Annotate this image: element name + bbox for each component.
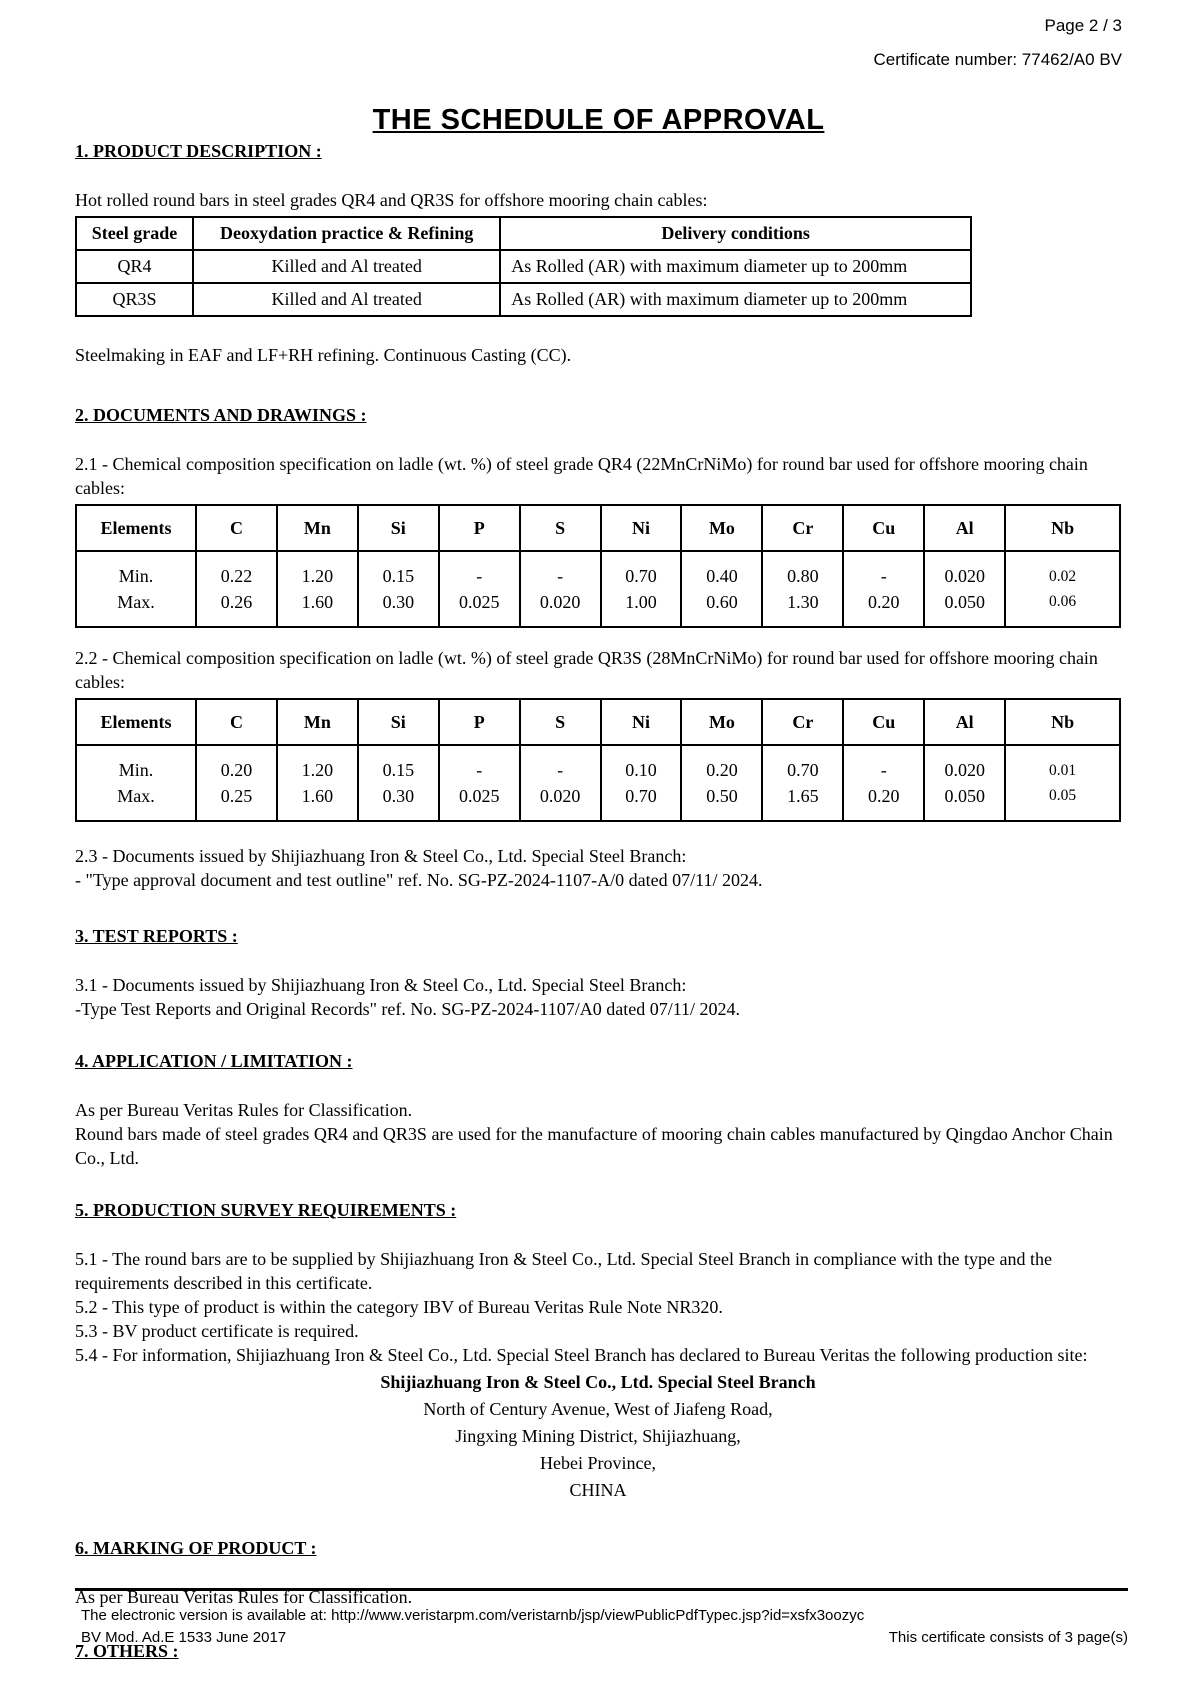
- item-5-4: 5.4 - For information, Shijiazhuang Iron & Steel Co., Ltd. Special Steel Branch has declared to Bureau Veritas the following production site:: [75, 1345, 1088, 1365]
- item-2-3-line1: 2.3 - Documents issued by Shijiazhuang Iron & Steel Co., Ltd. Special Steel Branch:: [75, 846, 687, 866]
- footer-form-reference: BV Mod. Ad.E 1533 June 2017: [81, 1629, 287, 1646]
- product-table-cell: QR3S: [76, 283, 193, 316]
- section-4-heading: 4. APPLICATION / LIMITATION :: [75, 1051, 353, 1071]
- chem-column-header: C: [196, 505, 277, 551]
- production-site-name: Shijiazhuang Iron & Steel Co., Ltd. Special Steel Branch: [380, 1372, 816, 1392]
- chem-max-value: 1.60: [301, 592, 334, 612]
- chem-table-cell: [277, 551, 358, 627]
- chem-max-value: 0.20: [868, 786, 900, 806]
- chem-min-value: 0.020: [944, 760, 985, 780]
- chem-min-value: 0.15: [382, 760, 415, 780]
- chem-max-value: 1.00: [625, 592, 657, 612]
- chem-table-cell: [1005, 745, 1120, 821]
- chem-max-value: 0.05: [1049, 787, 1077, 804]
- chem-column-header: P: [439, 505, 520, 551]
- chem-table-cell: [439, 551, 520, 627]
- section-1-intro: Hot rolled round bars in steel grades QR4 and QR3S for offshore mooring chain cables:: [75, 190, 708, 210]
- item-2-1-text: 2.1 - Chemical composition specification on ladle (wt. %) of steel grade QR4 (22MnCrNiMo) for round bar used for offshore mooring chain cables:: [75, 454, 1088, 498]
- chem-column-header: Ni: [601, 505, 682, 551]
- chem-min-value: -: [880, 760, 887, 780]
- chem-column-header: S: [520, 699, 601, 745]
- production-site-address-line: CHINA: [569, 1480, 627, 1500]
- chem-max-value: Max.: [117, 786, 155, 806]
- chem-max-value: 1.30: [787, 592, 819, 612]
- chem-max-value: 0.050: [944, 786, 985, 806]
- chem-table-cell: [76, 551, 196, 627]
- chem-max-value: 0.020: [539, 786, 581, 806]
- product-table-cell: Killed and Al treated: [193, 250, 500, 283]
- chem-min-value: 0.40: [706, 566, 738, 586]
- item-3-1-line2: -Type Test Reports and Original Records" ref. No. SG-PZ-2024-1107/A0 dated 07/11/ 2024.: [75, 999, 741, 1019]
- chem-column-header: Al: [924, 699, 1005, 745]
- chem-min-value: -: [557, 566, 564, 586]
- product-column-header: Delivery conditions: [500, 217, 971, 250]
- chem-min-value: 0.020: [944, 566, 985, 586]
- chem-table-cell: [520, 745, 601, 821]
- chem-min-value: 0.70: [787, 760, 819, 780]
- product-table-cell: Killed and Al treated: [193, 283, 500, 316]
- item-3-1-line1: 3.1 - Documents issued by Shijiazhuang Iron & Steel Co., Ltd. Special Steel Branch:: [75, 975, 687, 995]
- steelmaking-note: Steelmaking in EAF and LF+RH refining. Continuous Casting (CC).: [75, 345, 572, 365]
- chem-min-value: Min.: [118, 760, 154, 780]
- product-table-cell: QR4: [76, 250, 193, 283]
- chem-table-cell: [196, 551, 277, 627]
- chem-table-cell: [358, 551, 439, 627]
- section-1-heading: 1. PRODUCT DESCRIPTION :: [75, 141, 322, 161]
- section-5-heading: 5. PRODUCTION SURVEY REQUIREMENTS :: [75, 1200, 457, 1220]
- product-table-row: [76, 250, 971, 283]
- chem-min-value: 0.22: [220, 566, 253, 586]
- chem-min-value: 0.10: [625, 760, 657, 780]
- chem-column-header: Si: [358, 699, 439, 745]
- chem-column-header: S: [520, 505, 601, 551]
- chem-min-value: 0.02: [1049, 568, 1077, 585]
- production-site-block: [75, 1369, 1121, 1504]
- chem-column-header: Al: [924, 505, 1005, 551]
- product-table-header-row: [76, 217, 971, 250]
- chem-table-cell: [762, 745, 843, 821]
- chem-column-header: Si: [358, 505, 439, 551]
- footer-meta-row: [81, 1629, 1128, 1646]
- chem-max-value: 1.60: [301, 786, 334, 806]
- chem-column-header: Cr: [762, 699, 843, 745]
- chemical-composition-table-qr4: [75, 504, 1121, 628]
- chem-max-value: 0.60: [706, 592, 738, 612]
- section-4-line1: As per Bureau Veritas Rules for Classification.: [75, 1100, 413, 1120]
- chem-min-value: 0.20: [220, 760, 253, 780]
- chem-max-value: 1.65: [787, 786, 819, 806]
- footer-divider: [75, 1588, 1128, 1591]
- production-site-address-line: North of Century Avenue, West of Jiafeng Road,: [423, 1399, 773, 1419]
- chem-max-value: 0.025: [458, 786, 500, 806]
- chem-min-value: Min.: [118, 566, 154, 586]
- chem-min-value: 0.20: [706, 760, 738, 780]
- chem-values-row: [76, 551, 1120, 627]
- chem-table-cell: [358, 745, 439, 821]
- chem-min-value: -: [557, 760, 564, 780]
- chem-max-value: 0.025: [458, 592, 500, 612]
- chem-max-value: 0.30: [382, 786, 415, 806]
- page-header: [75, 16, 1122, 70]
- item-2-2-text: 2.2 - Chemical composition specification on ladle (wt. %) of steel grade QR3S (28MnCrNiMo) for round bar used for offshore mooring chain cables:: [75, 648, 1098, 692]
- chem-max-value: 0.020: [539, 592, 581, 612]
- chem-max-value: Max.: [117, 592, 155, 612]
- footer-page-count: This certificate consists of 3 page(s): [888, 1629, 1128, 1646]
- chem-column-header: Elements: [76, 699, 196, 745]
- chem-max-value: 0.25: [220, 786, 253, 806]
- footer-electronic-version: The electronic version is available at: http://www.veristarpm.com/veristarnb/jsp/viewPublicPdfTypec.jsp?id=xsfx3oozyc: [81, 1607, 865, 1624]
- chem-table-header-row: [76, 699, 1120, 745]
- chem-max-value: 0.20: [868, 592, 900, 612]
- chem-column-header: C: [196, 699, 277, 745]
- chem-table-cell: [277, 745, 358, 821]
- chem-min-value: -: [880, 566, 887, 586]
- chem-min-value: -: [476, 566, 483, 586]
- chem-max-value: 0.30: [382, 592, 415, 612]
- chem-table-cell: [843, 745, 924, 821]
- certificate-number: Certificate number: 77462/A0 BV: [873, 50, 1122, 69]
- chem-column-header: Mo: [681, 505, 762, 551]
- product-table-cell: As Rolled (AR) with maximum diameter up to 200mm: [500, 283, 971, 316]
- item-5-3: 5.3 - BV product certificate is required.: [75, 1321, 359, 1341]
- product-description-table: [75, 216, 972, 317]
- chem-column-header: Cu: [843, 505, 924, 551]
- chemical-composition-table-qr3s: [75, 698, 1121, 822]
- section-6-text: As per Bureau Veritas Rules for Classification.: [75, 1587, 413, 1607]
- chem-column-header: Cr: [762, 505, 843, 551]
- chem-column-header: P: [439, 699, 520, 745]
- chem-min-value: 0.01: [1049, 762, 1077, 779]
- chem-max-value: 0.06: [1049, 593, 1077, 610]
- chem-column-header: Mn: [277, 505, 358, 551]
- product-table-row: [76, 283, 971, 316]
- chem-column-header: Mo: [681, 699, 762, 745]
- item-3-1-text: [75, 973, 1122, 1021]
- item-2-3-line2: - "Type approval document and test outline" ref. No. SG-PZ-2024-1107-A/0 dated 07/11/ 2024.: [75, 870, 763, 890]
- chem-table-header-row: [76, 505, 1120, 551]
- chem-min-value: 0.15: [382, 566, 415, 586]
- chem-table-cell: [924, 551, 1005, 627]
- chem-min-value: 1.20: [301, 566, 334, 586]
- chem-column-header: Mn: [277, 699, 358, 745]
- section-2-heading: 2. DOCUMENTS AND DRAWINGS :: [75, 405, 367, 425]
- item-5-1: 5.1 - The round bars are to be supplied by Shijiazhuang Iron & Steel Co., Ltd. Special Steel Branch in compliance with the type and the requirements described in this certificate.: [75, 1249, 1052, 1293]
- chem-table-cell: [439, 745, 520, 821]
- chem-max-value: 0.050: [944, 592, 985, 612]
- chem-table-cell: [843, 551, 924, 627]
- chem-table-cell: [762, 551, 843, 627]
- item-5-2: 5.2 - This type of product is within the category IBV of Bureau Veritas Rule Note NR320.: [75, 1297, 723, 1317]
- chem-table-cell: [681, 551, 762, 627]
- chem-column-header: Ni: [601, 699, 682, 745]
- chem-column-header: Cu: [843, 699, 924, 745]
- page-number: Page 2 / 3: [1044, 16, 1122, 35]
- chem-column-header: Elements: [76, 505, 196, 551]
- section-6-heading: 6. MARKING OF PRODUCT :: [75, 1538, 317, 1558]
- section-4-line2: Round bars made of steel grades QR4 and QR3S are used for the manufacture of mooring chain cables manufactured by Qingdao Anchor Chain Co., Ltd.: [75, 1124, 1113, 1168]
- page-title: THE SCHEDULE OF APPROVAL: [372, 104, 825, 136]
- chem-max-value: 0.50: [706, 786, 738, 806]
- chem-min-value: -: [476, 760, 483, 780]
- chem-table-cell: [196, 745, 277, 821]
- chem-column-header: Nb: [1005, 505, 1120, 551]
- product-column-header: Steel grade: [76, 217, 193, 250]
- chem-min-value: 0.70: [625, 566, 657, 586]
- item-2-3-text: [75, 844, 1122, 892]
- page-footer: [75, 1588, 1128, 1646]
- chem-min-value: 0.80: [787, 566, 819, 586]
- chem-column-header: Nb: [1005, 699, 1120, 745]
- section-5-text: [75, 1247, 1122, 1367]
- chem-table-cell: [76, 745, 196, 821]
- chem-table-cell: [601, 551, 682, 627]
- chem-table-cell: [681, 745, 762, 821]
- section-7-heading: 7. OTHERS :: [75, 1641, 179, 1661]
- chem-table-cell: [520, 551, 601, 627]
- chem-max-value: 0.26: [220, 592, 253, 612]
- product-table-cell: As Rolled (AR) with maximum diameter up to 200mm: [500, 250, 971, 283]
- chem-table-cell: [924, 745, 1005, 821]
- chem-table-cell: [1005, 551, 1120, 627]
- chem-min-value: 1.20: [301, 760, 334, 780]
- chem-max-value: 0.70: [625, 786, 657, 806]
- chem-values-row: [76, 745, 1120, 821]
- chem-table-cell: [601, 745, 682, 821]
- production-site-address-line: Jingxing Mining District, Shijiazhuang,: [455, 1426, 741, 1446]
- production-site-address-line: Hebei Province,: [540, 1453, 656, 1473]
- product-column-header: Deoxydation practice & Refining: [193, 217, 500, 250]
- section-4-text: [75, 1098, 1121, 1170]
- section-3-heading: 3. TEST REPORTS :: [75, 926, 238, 946]
